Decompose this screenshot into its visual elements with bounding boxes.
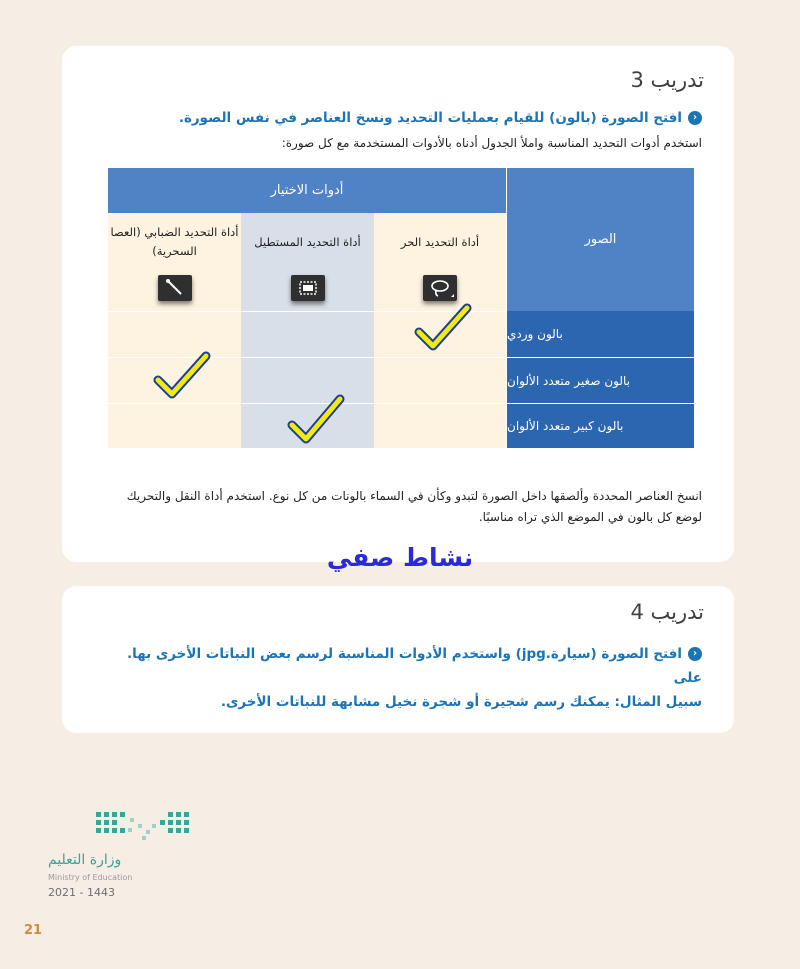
tool-label: أداة التحديد الضبابي (العصا السحرية) (110, 225, 239, 258)
chevron-bullet-icon: ‹ (688, 647, 702, 661)
ministry-name-arabic: وزارة التعليم (48, 852, 122, 868)
page-number: 21 (24, 923, 43, 938)
ministry-logo-icon (48, 810, 198, 850)
tool-label: أداة التحديد المستطيل (254, 235, 361, 249)
lasso-tool-icon (423, 275, 457, 301)
header-images: الصور (506, 168, 694, 311)
task-line-1: افتح الصورة (سيارة.jpg) واستخدم الأدوات المناسبة لرسم بعض النباتات الأخرى بها. على (127, 646, 702, 686)
exercise-title: تدريب 3 (630, 68, 704, 92)
row-label-small-balloon: بالون صغير متعدد الألوان (506, 357, 694, 403)
checkmark-icon (286, 393, 346, 445)
selection-tools-table (108, 168, 694, 448)
header-tools: أدوات الاختيار (108, 168, 506, 213)
exercise-3-card (62, 46, 734, 562)
tool-header-lasso (374, 213, 506, 311)
magic-wand-icon (158, 275, 192, 301)
exercise-4-card (62, 586, 734, 733)
cell-r3-lasso (374, 403, 506, 448)
task-label: افتح الصورة (بالون) للقيام بعمليات التحديد ونسخ العناصر في نفس الصورة. (178, 110, 682, 126)
exercise-title: تدريب 4 (630, 600, 704, 624)
cell-r1-rectangle (241, 311, 374, 357)
cell-r2-lasso (374, 357, 506, 403)
tool-header-magic-wand (108, 213, 241, 311)
task-line-2: سبيل المثال: يمكنك رسم شجيرة أو شجرة نخيل مشابهة للنباتات الأخرى. (220, 694, 702, 710)
chevron-bullet-icon: ‹ (688, 111, 702, 125)
checkmark-icon (152, 350, 212, 400)
academic-year: 2021 - 1443 (48, 886, 115, 899)
instruction-text: استخدم أدوات التحديد المناسبة واملأ الجدول أدناه بالأدوات المستخدمة مع كل صورة: (281, 136, 702, 150)
checkmark-icon (413, 302, 473, 352)
row-label-pink-balloon: بالون وردي (506, 311, 694, 357)
activity-label: نشاط صفي (326, 543, 474, 572)
cell-r3-magic-wand (108, 403, 241, 448)
ministry-name-english: Ministry of Education (48, 873, 133, 882)
tool-header-rectangle (241, 213, 374, 311)
row-label-large-balloon: بالون كبير متعدد الألوان (506, 403, 694, 448)
task-text (102, 642, 702, 714)
rectangular-marquee-icon (291, 275, 325, 301)
tool-label: أداة التحديد الحر (400, 235, 480, 249)
copy-paste-paragraph: انسخ العناصر المحددة وألصقها داخل الصورة لتبدو وكأن في السماء بالونات من كل نوع. استخدم أداة النقل والتحريك لوضع كل بالون في الموضع الذي تراه مناسبًا. (126, 489, 702, 524)
task-text (179, 106, 702, 130)
